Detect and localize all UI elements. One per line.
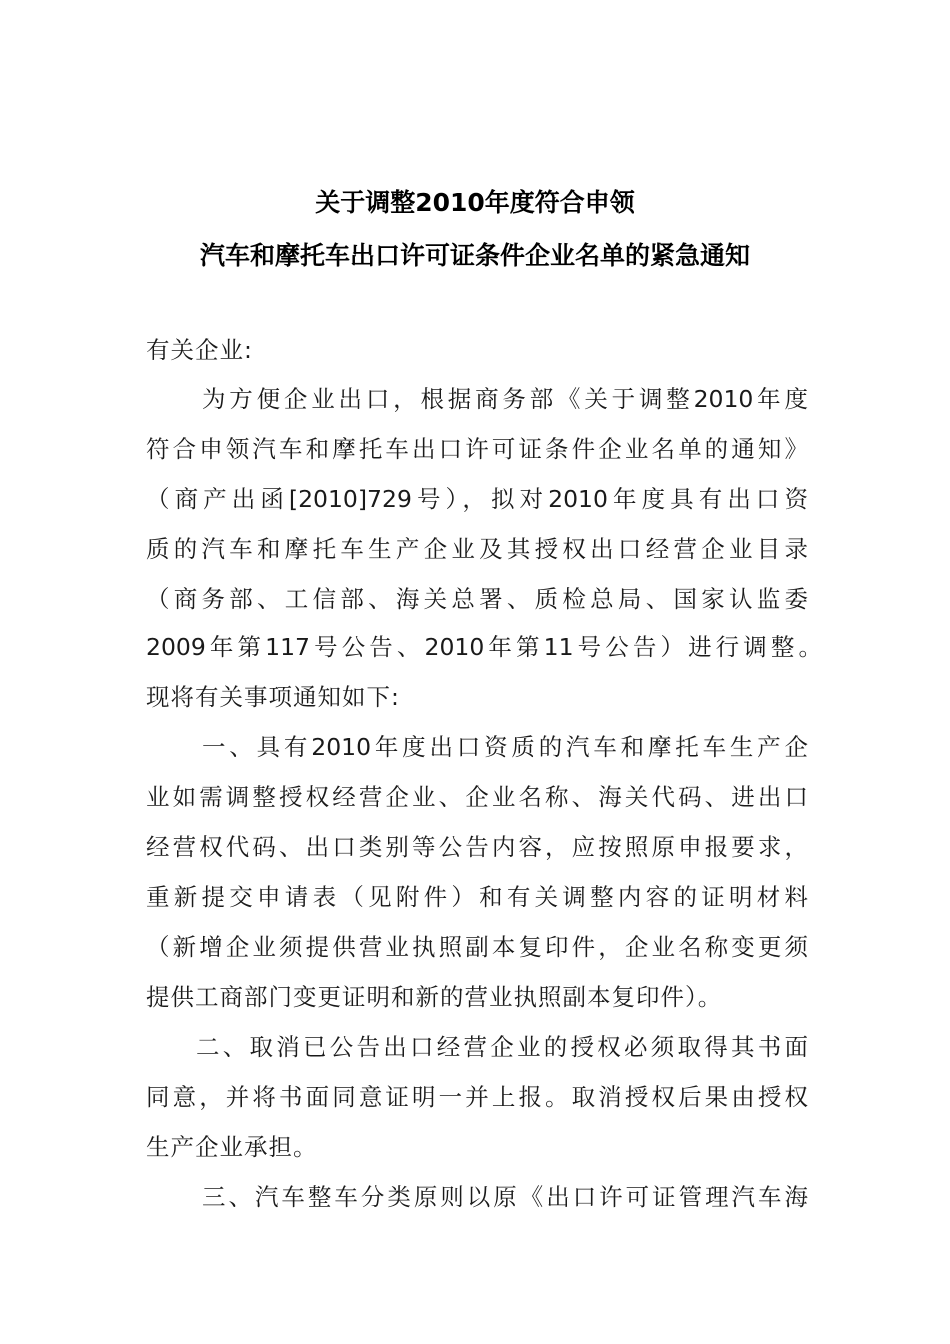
paragraph-1-line: 为方便企业出口，根据商务部《关于调整2010年度 — [202, 385, 808, 413]
paragraph-2-line: 业如需调整授权经营企业、企业名称、海关代码、进出口 — [146, 783, 808, 811]
document-title-line-1: 关于调整2010年度符合申领 — [315, 188, 635, 217]
paragraph-3-line: 同意，并将书面同意证明一并上报。取消授权后果由授权 — [146, 1083, 808, 1111]
salutation: 有关企业: — [146, 336, 253, 364]
paragraph-2-line: 提供工商部门变更证明和新的营业执照副本复印件）。 — [146, 983, 723, 1011]
paragraph-2-line: 经营权代码、出口类别等公告内容，应按照原申报要求， — [146, 833, 808, 861]
paragraph-3-line: 二、取消已公告出口经营企业的授权必须取得其书面 — [196, 1033, 808, 1061]
paragraph-2-line: 一、具有2010年度出口资质的汽车和摩托车生产企 — [202, 733, 808, 761]
paragraph-3-line: 生产企业承担。 — [146, 1133, 318, 1161]
paragraph-1-line: 2009年第117号公告、2010年第11号公告）进行调整。 — [146, 633, 822, 661]
paragraph-2-line: （新增企业须提供营业执照副本复印件，企业名称变更须 — [146, 933, 808, 961]
paragraph-2-line: 重新提交申请表（见附件）和有关调整内容的证明材料 — [146, 883, 808, 911]
paragraph-1-line: 质的汽车和摩托车生产企业及其授权出口经营企业目录 — [146, 535, 808, 563]
paragraph-1-line: 符合申领汽车和摩托车出口许可证条件企业名单的通知》 — [146, 435, 808, 463]
paragraph-1-line: 现将有关事项通知如下: — [146, 683, 400, 711]
paragraph-1-line: （商产出函[2010]729号），拟对2010年度具有出口资 — [146, 485, 808, 513]
document-title-line-2: 汽车和摩托车出口许可证条件企业名单的紧急通知 — [199, 241, 750, 270]
paragraph-4-line: 三、汽车整车分类原则以原《出口许可证管理汽车海 — [202, 1183, 808, 1211]
paragraph-1-line: （商务部、工信部、海关总署、质检总局、国家认监委 — [146, 585, 808, 613]
